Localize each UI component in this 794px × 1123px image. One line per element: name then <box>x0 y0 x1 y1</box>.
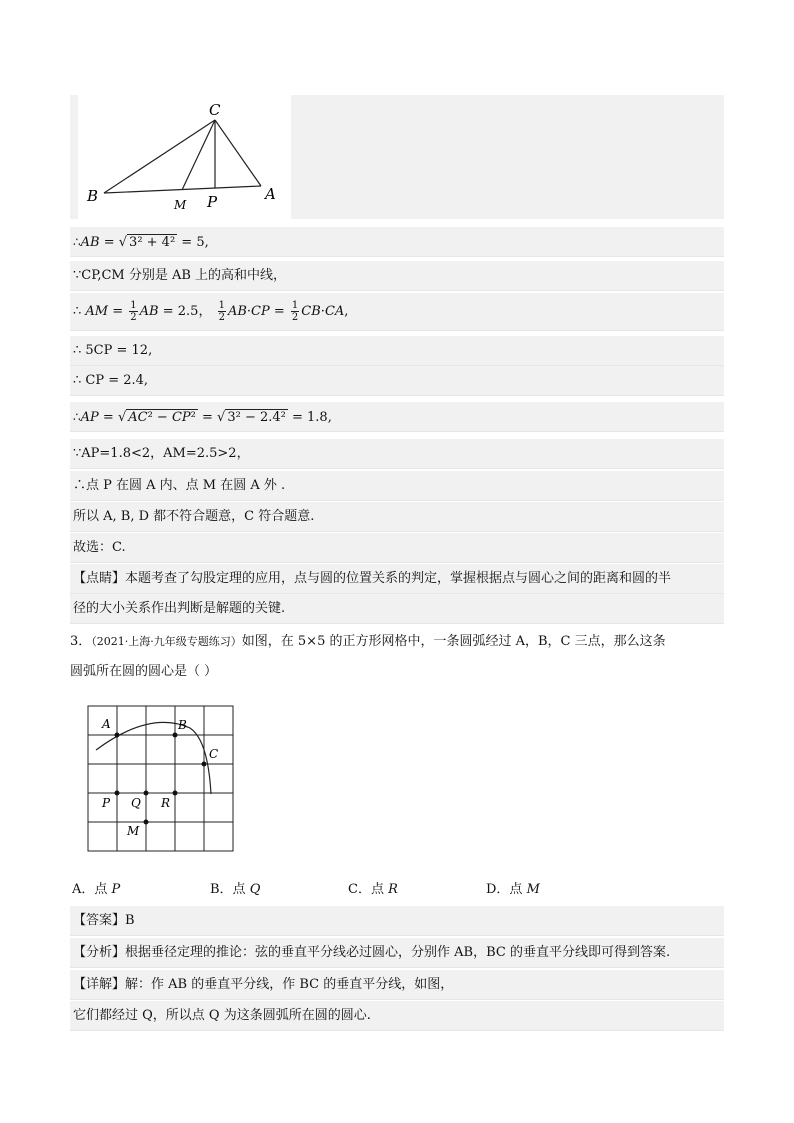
solution-line-1: ∴AB = √ 3² + 4² = 5, <box>70 227 724 257</box>
question-source: （2021·上海·九年级专题练习） <box>91 635 242 648</box>
analysis-text: 根据垂径定理的推论：弦的垂直平分线必过圆心，分别作 AB，BC 的垂直平分线即可得到答案. <box>125 945 671 960</box>
point-b <box>173 733 178 738</box>
conclusion-text: 它们都经过 Q，所以点 Q 为这条圆弧所在圆的圆心. <box>73 1008 371 1023</box>
label-a: A <box>265 185 276 203</box>
question-3-stem-line-1 <box>70 627 724 657</box>
figure-grid-container <box>80 700 246 860</box>
answer-value: B <box>125 913 135 928</box>
question-stem-1: 如图，在 5×5 的正方形网格中，一条圆弧经过 A，B，C 三点，那么这条 <box>241 634 666 649</box>
choice-c[interactable] <box>348 875 398 905</box>
triangle-diagram <box>78 95 291 219</box>
figure-triangle-panel <box>78 95 291 219</box>
grid-label-c: C <box>209 747 219 761</box>
detail-tag: 【详解】 <box>73 977 126 992</box>
solution-line-8-text: ∴点 P 在圆 A 内、点 M 在圆 A 外 . <box>73 478 286 493</box>
choice-a[interactable] <box>72 875 120 905</box>
choice-d[interactable] <box>486 875 540 905</box>
label-c: C <box>209 101 221 119</box>
choice-d-letter: D．点 <box>486 882 523 897</box>
solution-line-10-text: 故选：C. <box>73 540 126 555</box>
analysis-tag: 【分析】 <box>73 945 126 960</box>
question-3-stem-line-2 <box>70 657 724 687</box>
comment-line-1 <box>70 564 724 594</box>
solution-line-5-text: ∴ CP = 2.4, <box>73 373 149 388</box>
solution-line-9-text: 所以 A, B, D 都不符合题意，C 符合题意. <box>73 509 315 524</box>
choice-c-letter: C．点 <box>348 882 384 897</box>
solution-line-2 <box>70 261 724 291</box>
grid-points <box>115 733 207 825</box>
solution-line-8 <box>70 471 724 501</box>
point-p <box>115 791 120 796</box>
answer-line <box>70 906 724 936</box>
choice-b-letter: B．点 <box>210 882 246 897</box>
conclusion-line <box>70 1001 724 1031</box>
label-p: P <box>207 193 218 211</box>
choice-a-point: P <box>111 882 121 897</box>
choice-b[interactable] <box>210 875 260 905</box>
solution-line-10 <box>70 533 724 563</box>
choice-d-point: M <box>526 882 540 897</box>
solution-line-3: ∴ AM = $\frac{1}{2}$ AB = 2.5， $\frac{1}{2}$ AB·CP = $\frac{1}{2}$ CB·CA, <box>70 293 724 331</box>
question-stem-2: 圆弧所在圆的圆心是（ ） <box>70 664 218 679</box>
comment-text-2: 径的大小关系作出判断是解题的关键. <box>73 601 286 616</box>
answer-choices <box>72 875 722 905</box>
choice-a-letter: A．点 <box>72 882 108 897</box>
grid-label-m: M <box>127 824 140 838</box>
grid-label-b: B <box>178 718 187 732</box>
comment-text-1: 本题考查了勾股定理的应用，点与圆的位置关系的判定，掌握根据点与圆心之间的距离和圆的半 <box>125 571 672 586</box>
solution-line-4 <box>70 336 724 366</box>
detail-text: 解：作 AB 的垂直平分线，作 BC 的垂直平分线，如图， <box>125 977 454 992</box>
question-number: 3． <box>70 634 92 649</box>
comment-tag: 【点睛】 <box>73 571 126 586</box>
solution-line-5 <box>70 366 724 396</box>
solution-line-7-text: ∵AP=1.8<2，AM=2.5>2， <box>73 446 250 461</box>
label-b: B <box>87 187 99 205</box>
point-m <box>144 820 149 825</box>
solution-line-4-text: ∴ 5CP = 12, <box>73 343 153 358</box>
point-a <box>115 733 120 738</box>
grid-label-p: P <box>102 796 111 810</box>
solution-line-6: ∴AP = √ AC² − CP² = √ 3² − 2.4² = 1.8, <box>70 402 724 432</box>
analysis-line <box>70 938 724 968</box>
solution-line-7 <box>70 439 724 469</box>
choice-b-point: Q <box>249 882 261 897</box>
choice-c-point: R <box>388 882 398 897</box>
point-r <box>173 791 178 796</box>
solution-line-2-text: ∵CP,CM 分别是 AB 上的高和中线， <box>73 268 287 283</box>
answer-tag: 【答案】 <box>73 913 126 928</box>
grid-label-q: Q <box>131 796 141 810</box>
side-ca <box>215 120 261 186</box>
point-c <box>202 762 207 767</box>
point-q <box>144 791 149 796</box>
comment-line-2 <box>70 594 724 624</box>
figure-triangle-container <box>70 95 724 219</box>
grid-label-a: A <box>102 717 111 731</box>
grid-label-r: R <box>161 796 171 810</box>
label-m: M <box>174 198 187 212</box>
solution-line-9 <box>70 502 724 532</box>
circle-arc <box>96 722 211 794</box>
detail-line <box>70 970 724 1000</box>
grid-diagram <box>80 700 246 860</box>
